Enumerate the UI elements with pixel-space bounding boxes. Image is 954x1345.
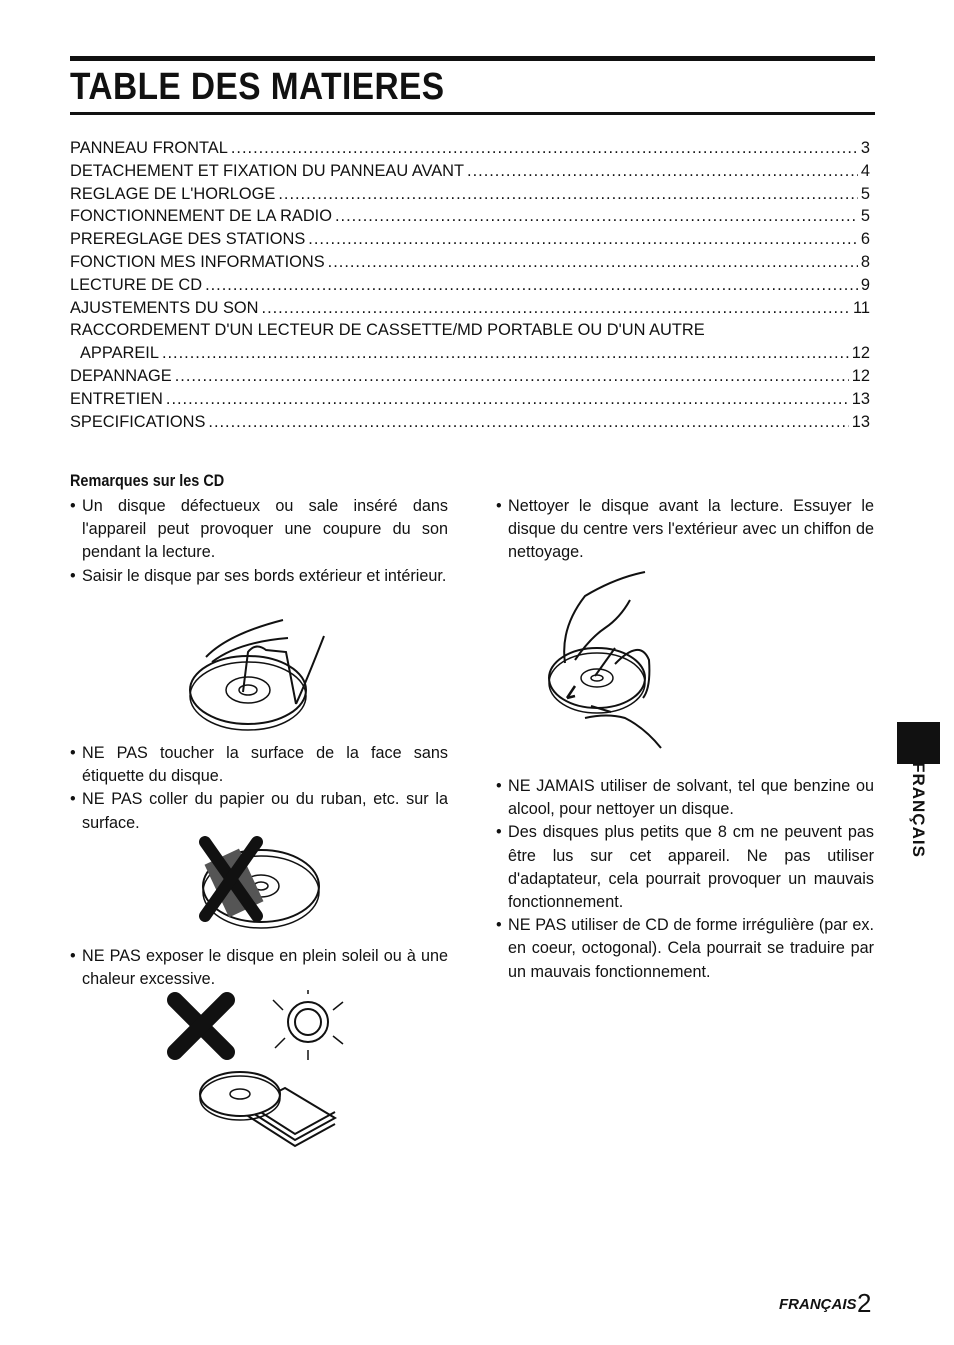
note-clean-disc: • Nettoyer le disque avant la lecture. Essuyer le disque du centre vers l'extérieur avec un chiffon de nettoyage. bbox=[496, 495, 874, 565]
language-tab-marker bbox=[897, 722, 940, 764]
note-no-sun: • NE PAS exposer le disque en plein soleil ou à une chaleur excessive. bbox=[70, 945, 448, 991]
title-rule bbox=[70, 112, 875, 115]
toc-entry[interactable]: REGLAGE DE L'HORLOGE ..... 5 bbox=[70, 183, 870, 206]
left-notes-middle bbox=[70, 742, 448, 835]
left-notes-bottom bbox=[70, 945, 448, 991]
toc-entry[interactable]: FONCTION MES INFORMATIONS ..... 8 bbox=[70, 251, 870, 274]
toc-entry[interactable]: AJUSTEMENTS DU SON ..... 11 bbox=[70, 297, 870, 320]
toc-entry[interactable]: DEPANNAGE ..... 12 bbox=[70, 365, 870, 388]
toc-entry[interactable]: FONCTIONNEMENT DE LA RADIO ..... 5 bbox=[70, 205, 870, 228]
top-rule bbox=[70, 56, 875, 61]
toc-entry[interactable]: APPAREIL ..... 12 bbox=[70, 342, 870, 365]
page-title: TABLE DES MATIERES bbox=[70, 66, 445, 108]
toc-entry-heading[interactable]: RACCORDEMENT D'UN LECTEUR DE CASSETTE/MD PORTABLE OU D'UN AUTRE bbox=[70, 321, 705, 340]
toc-entry[interactable]: SPECIFICATIONS ..... 13 bbox=[70, 411, 870, 434]
left-notes-top bbox=[70, 495, 448, 588]
note-no-solvent: • NE JAMAIS utiliser de solvant, tel que benzine ou alcool, pour nettoyer un disque. bbox=[496, 775, 874, 821]
note-small-discs: • Des disques plus petits que 8 cm ne peuvent pas être lus sur cet appareil. Ne pas utiliser d'adaptateur, cela pourrait provoquer un mauvais fonctionnement. bbox=[496, 821, 874, 914]
page-number: 2 bbox=[857, 1288, 872, 1318]
no-tape-illustration bbox=[195, 836, 325, 934]
toc-entry[interactable]: PREREGLAGE DES STATIONS ..... 6 bbox=[70, 228, 870, 251]
toc-entry[interactable]: LECTURE DE CD ..... 9 bbox=[70, 274, 870, 297]
section-heading: Remarques sur les CD bbox=[70, 471, 225, 490]
cleaning-disc-illustration bbox=[545, 568, 675, 750]
note-irregular-cd: • NE PAS utiliser de CD de forme irrégulière (par ex. en coeur, octogonal). Cela pourrait se traduire par un mauvais fonctionnement. bbox=[496, 914, 874, 984]
note-defective-disc: • Un disque défectueux ou sale inséré dans l'appareil peut provoquer une coupure du son pendant la lecture. bbox=[70, 495, 448, 565]
right-notes-bottom bbox=[496, 775, 874, 984]
toc-entry[interactable]: DETACHEMENT ET FIXATION DU PANNEAU AVANT ..... 4 bbox=[70, 160, 870, 183]
toc-entry[interactable]: ENTRETIEN ..... 13 bbox=[70, 388, 870, 411]
language-tab-label: FRANÇAIS bbox=[909, 762, 928, 858]
no-sun-illustration bbox=[165, 990, 365, 1150]
note-hold-edges: • Saisir le disque par ses bords extérieur et intérieur. bbox=[70, 565, 448, 588]
right-notes-top bbox=[496, 495, 874, 565]
footer-language: FRANÇAIS bbox=[779, 1296, 857, 1313]
hold-disc-illustration bbox=[188, 612, 328, 732]
note-no-tape: • NE PAS coller du papier ou du ruban, etc. sur la surface. bbox=[70, 788, 448, 834]
table-of-contents bbox=[70, 137, 870, 433]
note-no-touch: • NE PAS toucher la surface de la face sans étiquette du disque. bbox=[70, 742, 448, 788]
toc-entry[interactable]: PANNEAU FRONTAL ..... 3 bbox=[70, 137, 870, 160]
